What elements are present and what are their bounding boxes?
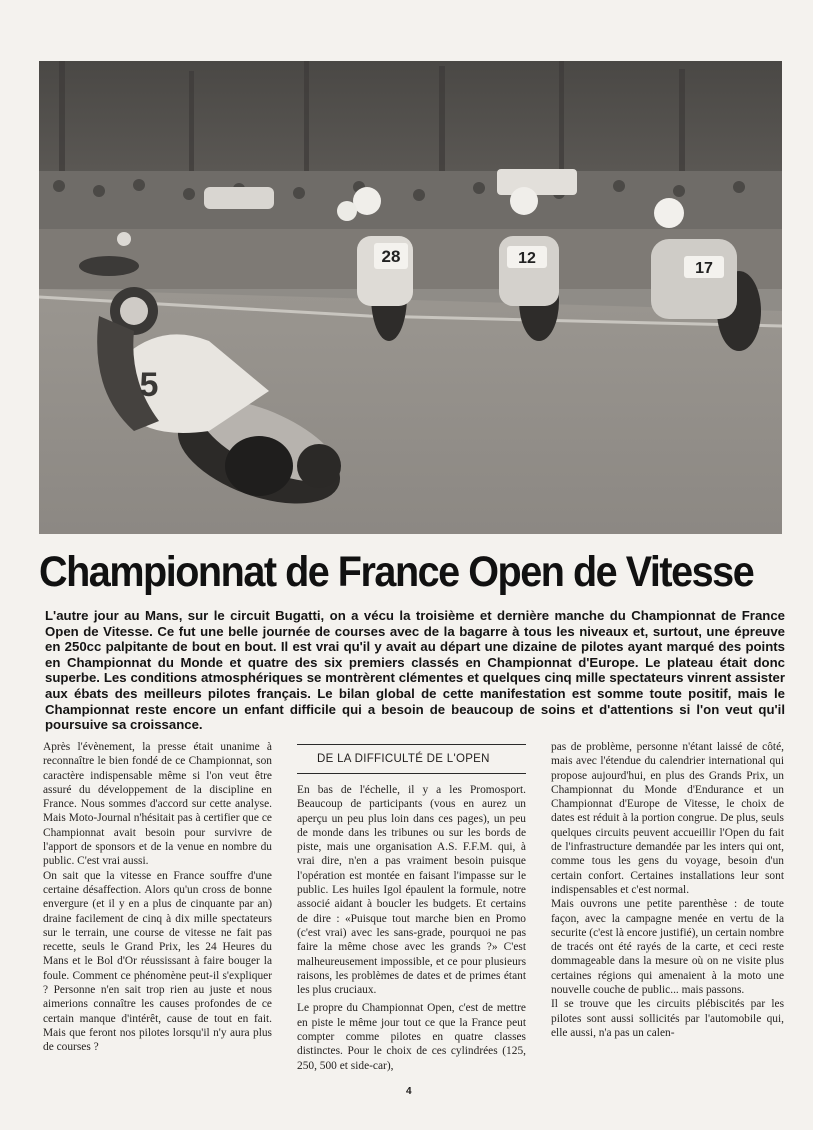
col2-paragraph-2: Le propre du Championnat Open, c'est de mettre en piste le même jour tout ce que la France peut compter comme pilotes en quatre classes distinctes. Pour le choix de ces cylindrées (125, 250, 500 et side-car), [297, 1002, 526, 1072]
column-1 [43, 740, 272, 1055]
col3-paragraph-2: Mais ouvrons une petite parenthèse : de toute façon, avec la campagne menée en vertu de la securite (c'est là encore justifié), un certain nombre de tracés ont été rayés de la carte, et ceci reste dommageable dans la mesure où on ne visite plus certaines régions qui amenaient à la moto une nouvelle couche de public... mais passons. [551, 898, 784, 997]
col1-paragraph-2: On sait que la vitesse en France souffre d'une certaine désaffection. Alors qu'un cross de bonne envergure (et il y en a plus de cinquante par an) draine facilement de cinq à dix mille spectateurs sur le terrain, une course de vitesse ne fait pas recette, seuls le Grand Prix, les 24 Heures du Mans et le Bol d'Or réussissant à faire bouger la foule. Comment ce phénomène peut-il s'expliquer ? Personne n'en sait trop rien au juste et nous aimerions connaître les causes profondes de ce certain manque d'intérêt, cause de tout en fait. Mais que feront nos pilotes lorsqu'il n'y aura plus de courses ? [43, 869, 272, 1054]
plate-28: 28 [381, 247, 401, 266]
plate-5: 5 [139, 366, 159, 404]
col3-paragraph-1: pas de problème, personne n'étant laissé de côté, mais avec l'étendue du calendrier international qui propose aujourd'hui, en plus des Grands Prix, un Championnat du Monde d'Endurance et un Championnat d'Europe de Vitesse, le choix de dates est réduit à la portion congrue. De plus, seuls quelques circuits peuvent accueillir l'Open du fait de l'infrastructure demandée par les inters qui ont, comme tous les gens du voyage, besoin d'un certain confort. Certaines installations leur sont indispensables et c'est normal. [551, 741, 784, 896]
plate-17: 17 [695, 260, 713, 277]
column-3 [551, 740, 784, 1040]
article-headline: Championnat de France Open de Vitesse [39, 548, 754, 596]
col2-paragraph-1: En bas de l'échelle, il y a les Promosport. Beaucoup de participants (vous en aurez un aperçu un peu plus loin dans ces pages), un peu de monde dans les tribunes ou sur les bords de piste, mais une organisation A.S. F.F.M. qui, à vrai dire, n'en a pas vraiment besoin puisque l'opération est montée en faisant l'impasse sur le public. Les huiles Igol épaulent la formule, notre associé aidant à boucler les budgets. Et certains de dire : «Puisque tout marche bien en Promo (c'est vrai) avec les sans-grade, pourquoi ne pas faire la même chose avec les grands ?» C'est malheureusement impossible, et ce pour plusieurs raisons, les problèmes de dates et de primes étant les plus cruciaux. [297, 784, 526, 997]
race-photo [39, 61, 782, 534]
article-lead: L'autre jour au Mans, sur le circuit Bugatti, on a vécu la troisième et dernière manche du Championnat de France Open de Vitesse. Ce fut une belle journée de courses avec de la bagarre à tous les niveaux et, surtout, une épreuve en 250cc palpitante de bout en bout. Il est vrai qu'il y avait au départ une dizaine de pilotes ayant marqué des points en Championnat du Monde et quatre des six premiers classés en Championnat d'Europe. Le plateau était donc superbe. Les conditions atmosphériques se montrèrent clémentes et quelques cinq mille spectateurs vinrent assister aux ébats des meilleurs pilotes français. Le bilan global de cette manifestation est somme toute positif, mais le Championnat reste encore un enfant difficile qui a besoin de beaucoup de soins et d'attentions si l'on veut qu'il poursuive sa croissance. [45, 608, 785, 733]
column-2 [297, 740, 526, 1073]
section-heading: DE LA DIFFICULTÉ DE L'OPEN [297, 744, 526, 774]
plate-12: 12 [518, 250, 536, 267]
col3-paragraph-3: Il se trouve que les circuits plébiscités par les pilotes sont aussi sollicités par l'automobile qui, elle aussi, n'a pas un calen- [551, 998, 784, 1039]
page-number: 4 [406, 1086, 412, 1097]
col1-paragraph-1: Après l'évènement, la presse était unanime à reconnaître le bien fondé de ce Championnat, son caractère indispensable même si l'on veut être assuré du développement de la discipline en France. Nous sommes d'accord sur cette analyse. Mais Moto-Journal n'hésitait pas à certifier que ce Championnat avait besoin pour survivre de l'apport de sponsors et de la venue en nombre du public. C'est vrai aussi. [43, 741, 272, 868]
